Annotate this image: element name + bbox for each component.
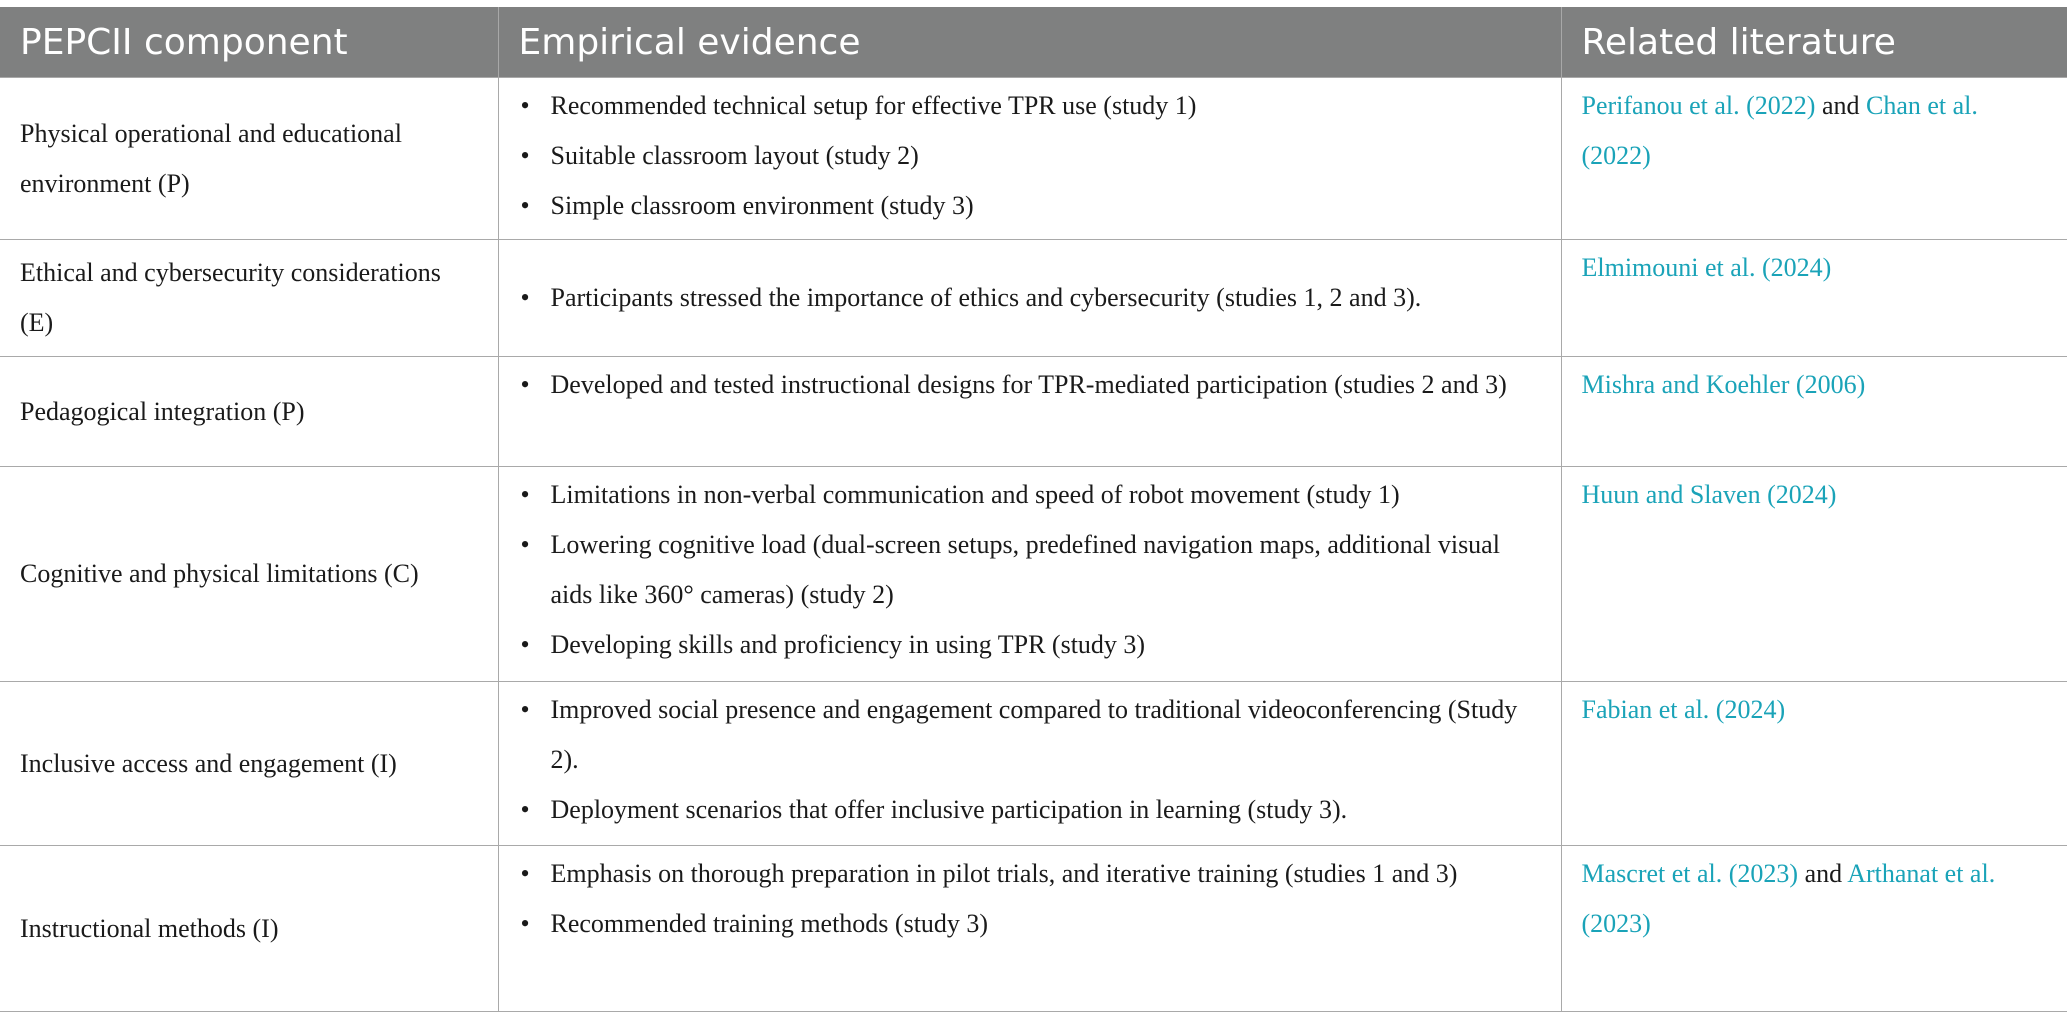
evidence-item: • Suitable classroom layout (study 2): [551, 131, 1541, 181]
evidence-item: • Lowering cognitive load (dual-screen setups, predefined navigation maps, additional visual aids like 360° cameras) (study 2): [551, 520, 1541, 620]
reference-link[interactable]: Chan et al. (2022): [1581, 91, 1978, 170]
evidence-item: • Participants stressed the importance of ethics and cybersecurity (studies 1, 2 and 3).: [551, 273, 1541, 323]
reference-conjunction: and: [1815, 91, 1866, 120]
evidence-item: • Recommended training methods (study 3): [551, 899, 1541, 949]
component-cell: Pedagogical integration (P): [0, 357, 498, 467]
evidence-cell: [498, 846, 1561, 1012]
literature-cell: [1561, 357, 2067, 467]
table-body: [0, 78, 2067, 1012]
component-cell: Inclusive access and engagement (I): [0, 682, 498, 846]
literature-cell: [1561, 467, 2067, 682]
component-cell: Cognitive and physical limitations (C): [0, 467, 498, 682]
pepcii-table: [0, 7, 2067, 1012]
literature-cell: [1561, 846, 2067, 1012]
table-row: [0, 357, 2067, 467]
table-header: [0, 7, 2067, 78]
header-component: PEPCII component: [0, 7, 498, 78]
reference-link[interactable]: Fabian et al. (2024): [1581, 695, 1786, 724]
evidence-item: • Improved social presence and engagement compared to traditional videoconferencing (Study 2).: [551, 685, 1541, 785]
evidence-item: • Developed and tested instructional designs for TPR-mediated participation (studies 2 and 3): [551, 360, 1541, 410]
evidence-list: [519, 849, 1541, 949]
table-row: [0, 682, 2067, 846]
evidence-item: • Emphasis on thorough preparation in pilot trials, and iterative training (studies 1 and 3): [551, 849, 1541, 899]
evidence-item: • Simple classroom environment (study 3): [551, 181, 1541, 231]
evidence-list: [519, 360, 1541, 410]
reference-link[interactable]: Mishra and Koehler (2006): [1581, 370, 1866, 399]
literature-cell: [1561, 682, 2067, 846]
evidence-cell: [498, 240, 1561, 357]
component-cell: Physical operational and educational environment (P): [0, 78, 498, 240]
literature-cell: [1561, 78, 2067, 240]
reference-link[interactable]: Mascret et al. (2023): [1581, 859, 1799, 888]
evidence-item: • Limitations in non-verbal communication and speed of robot movement (study 1): [551, 470, 1541, 520]
table-row: [0, 78, 2067, 240]
table-row: [0, 846, 2067, 1012]
component-cell: Ethical and cybersecurity considerations (E): [0, 240, 498, 357]
evidence-item: • Deployment scenarios that offer inclusive participation in learning (study 3).: [551, 785, 1541, 835]
evidence-list: [519, 273, 1541, 323]
pepcii-table-container: [0, 7, 2067, 1012]
evidence-list: [519, 81, 1541, 231]
evidence-cell: [498, 682, 1561, 846]
reference-link[interactable]: Arthanat et al. (2023): [1581, 859, 1996, 938]
evidence-list: [519, 470, 1541, 670]
evidence-cell: [498, 357, 1561, 467]
evidence-item: • Developing skills and proficiency in using TPR (study 3): [551, 620, 1541, 670]
reference-conjunction: and: [1798, 859, 1848, 888]
evidence-cell: [498, 467, 1561, 682]
header-evidence: Empirical evidence: [498, 7, 1561, 78]
evidence-list: [519, 685, 1541, 835]
header-row: [0, 7, 2067, 78]
table-row: [0, 467, 2067, 682]
literature-cell: [1561, 240, 2067, 357]
reference-link[interactable]: Elmimouni et al. (2024): [1581, 253, 1832, 282]
table-row: [0, 240, 2067, 357]
component-cell: Instructional methods (I): [0, 846, 498, 1012]
reference-link[interactable]: Perifanou et al. (2022): [1581, 91, 1816, 120]
evidence-item: • Recommended technical setup for effective TPR use (study 1): [551, 81, 1541, 131]
reference-link[interactable]: Huun and Slaven (2024): [1581, 480, 1837, 509]
header-literature: Related literature: [1561, 7, 2067, 78]
evidence-cell: [498, 78, 1561, 240]
